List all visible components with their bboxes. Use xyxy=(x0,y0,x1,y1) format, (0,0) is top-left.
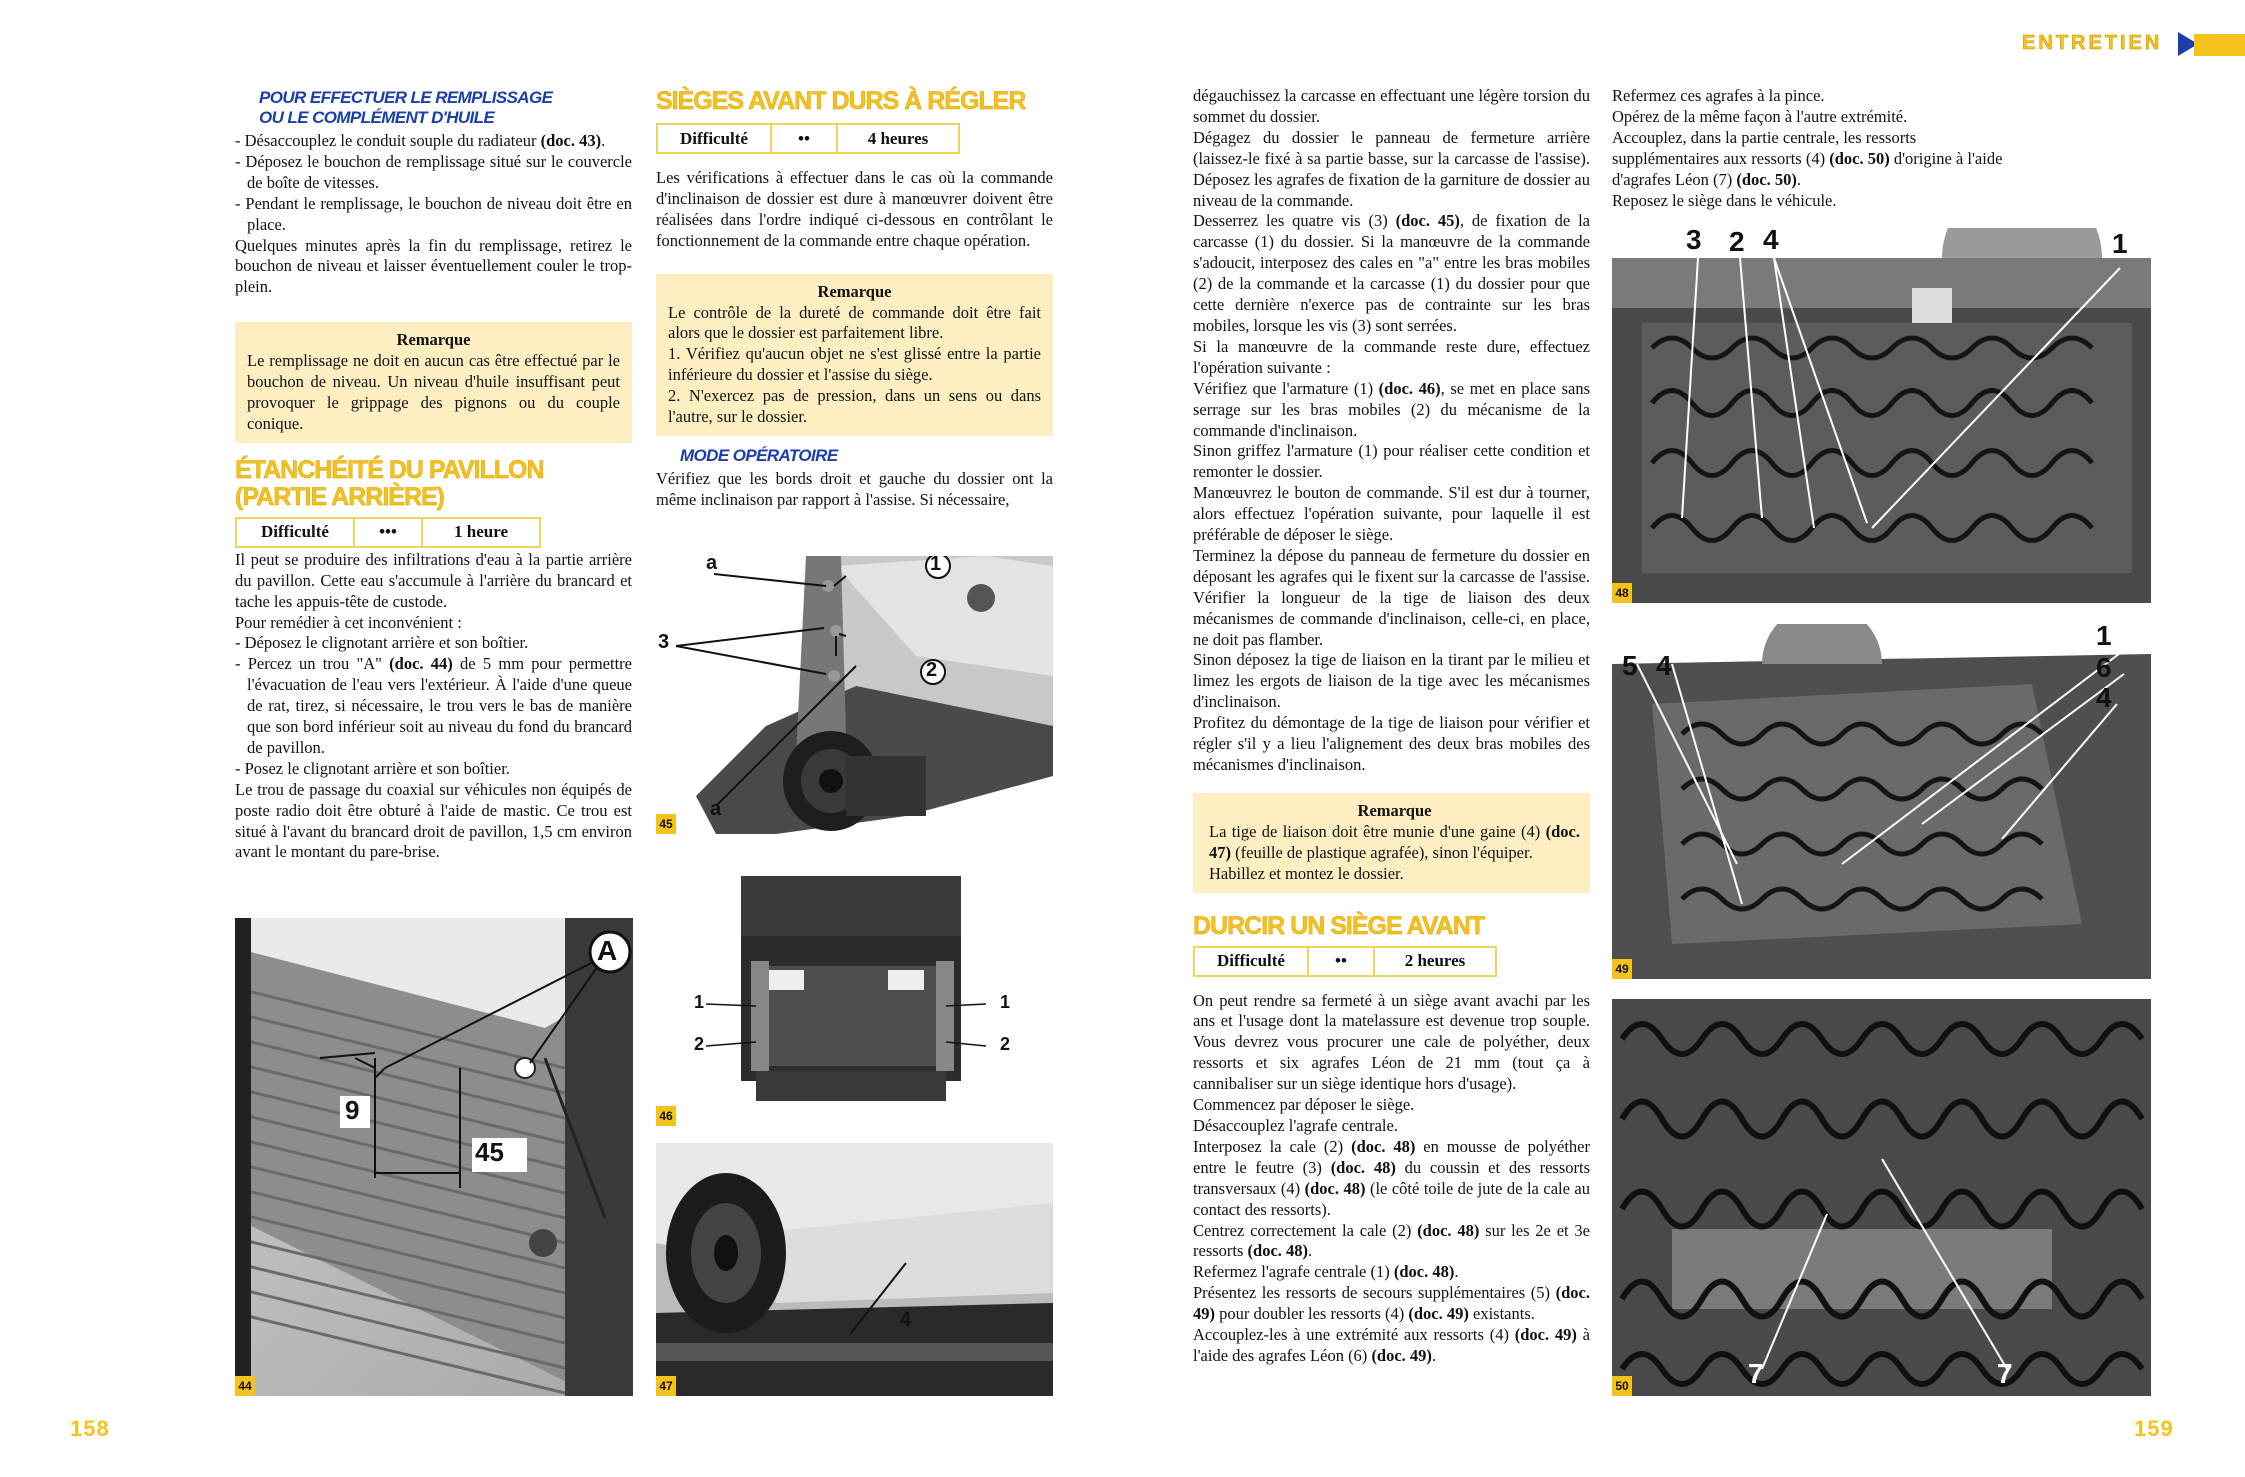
label-2: 2 xyxy=(1729,228,1745,257)
subheading-line: POUR EFFECTUER LE REMPLISSAGE xyxy=(259,88,553,107)
figure-47-drawing xyxy=(656,1143,1053,1396)
col2-body1 xyxy=(656,168,1053,252)
label-9: 9 xyxy=(345,1095,360,1125)
section-title-line: (PARTIE ARRIÈRE) xyxy=(235,482,444,511)
list-item: - Déposez le bouchon de remplissage situé sur le couvercle de boîte de vitesses. xyxy=(235,151,632,192)
col1-list1 xyxy=(235,131,632,298)
col1 xyxy=(235,88,632,863)
paragraph: Sinon déposez la tige de liaison en la tirant par le milieu et limez les ergots de liaison de la tige avec les mécanismes d'inclinaison. xyxy=(1193,650,1590,712)
section-title: SIÈGES AVANT DURS À RÉGLER xyxy=(656,87,1026,115)
label-1: 1 xyxy=(930,556,942,575)
figure-number: 44 xyxy=(235,1376,255,1396)
difficulty-table xyxy=(235,517,541,548)
section-title: DURCIR UN SIÈGE AVANT xyxy=(1193,911,1485,940)
label-a-bottom: a xyxy=(710,798,722,820)
label-1-left: 1 xyxy=(694,992,705,1012)
paragraph: Vérifiez que l'armature (1) (doc. 46), se met en place sans serrage sur les bras mobiles (2) du mécanisme de la commande d'inclinaison. xyxy=(1193,378,1591,440)
col4 xyxy=(1612,86,2017,211)
paragraph: Quelques minutes après la fin du remplissage, retirez le bouchon de niveau et laisser éventuellement couler le trop-plein. xyxy=(235,235,632,297)
col2 xyxy=(656,88,1053,511)
figure-49 xyxy=(1612,624,2151,979)
figure-number: 49 xyxy=(1612,959,1632,979)
figure-50-drawing xyxy=(1612,999,2151,1396)
col3-body2 xyxy=(1193,991,1590,1367)
subheading: MODE OPÉRATOIRE xyxy=(680,445,838,465)
paragraph: Opérez de la même façon à l'autre extrémité. xyxy=(1612,106,1908,126)
label-1: 1 xyxy=(2112,228,2128,259)
list-item: - Déposez le clignotant arrière et son boîtier. xyxy=(235,633,529,653)
remark-line: Habillez et montez le dossier. xyxy=(1209,863,1404,883)
label-2-left: 2 xyxy=(694,1034,705,1054)
section-title: ENTRETIEN xyxy=(2022,32,2163,54)
paragraph: Refermez l'agrafe centrale (1) (doc. 48). xyxy=(1193,1262,1459,1282)
figure-number: 46 xyxy=(656,1106,676,1126)
paragraph: Terminez la dépose du panneau de fermeture du dossier en déposant les agrafes qui le fixent sur la carcasse de l'assise. Vérifier la longueur de la tige de liaison des deux mécanismes de commande d'inclinaison, celle-ci, en place, ne doit pas flamber. xyxy=(1193,545,1590,649)
paragraph: Présentez les ressorts de secours supplémentaires (5) (doc. 49) pour doubler les ressorts (4) (doc. 49) existants. xyxy=(1193,1283,1590,1324)
difficulty-time: 4 heures xyxy=(867,128,929,148)
col3-body1 xyxy=(1193,86,1590,776)
paragraph: Accouplez, dans la partie centrale, les ressorts supplémentaires aux ressorts (4) (doc. 50) d'origine à l'aide d'agrafes Léon (7) (doc. 50). xyxy=(1612,127,2003,189)
label-6: 6 xyxy=(2096,652,2112,683)
section-header xyxy=(2018,30,2245,60)
difficulty-label: Difficulté xyxy=(1195,948,1309,975)
figure-44-drawing xyxy=(235,918,633,1396)
paragraph: Accouplez-les à une extrémité aux ressorts (4) (doc. 49) à l'aide des agrafes Léon (6) (doc. 49). xyxy=(1193,1325,1590,1365)
difficulty-label: Difficulté xyxy=(237,519,355,546)
remark-line: Le contrôle de la dureté de commande doit être fait alors que le dossier est parfaitement libre. xyxy=(668,302,1041,343)
figure-46-drawing xyxy=(656,866,1053,1126)
paragraph: Pour remédier à cet inconvénient : xyxy=(235,612,462,632)
figure-number: 50 xyxy=(1612,1376,1632,1396)
remark-title: Remarque xyxy=(1357,800,1432,820)
figure-number: 47 xyxy=(656,1376,676,1396)
col3 xyxy=(1193,86,1590,1367)
paragraph: Interposez la cale (2) (doc. 48) en mousse de polyéther entre le feutre (3) (doc. 48) du coussin et des ressorts transversaux (4) (doc. 48) (le côté toile de jute de la cale au contact des ressorts). xyxy=(1193,1136,1590,1219)
paragraph: Sinon griffez l'armature (1) pour réaliser cette condition et remonter le dossier. xyxy=(1193,441,1590,482)
subheading-line: OU LE COMPLÉMENT D'HUILE xyxy=(259,108,495,127)
label-2: 2 xyxy=(926,659,938,681)
remark-line: 2. N'exercez pas de pression, dans un sens ou dans l'autre, sur le dossier. xyxy=(668,386,1041,427)
label-45: 45 xyxy=(475,1137,504,1167)
paragraph: Commencez par déposer le siège. xyxy=(1193,1095,1415,1115)
remark-text: La tige de liaison doit être munie d'une gaine (4) (doc. 47) (feuille de plastique agrafée), sinon l'équiper. xyxy=(1209,821,1580,862)
label-A: A xyxy=(597,935,618,966)
figure-46 xyxy=(656,866,1053,1126)
label-1-right: 1 xyxy=(1000,992,1011,1012)
label-7-left: 7 xyxy=(1748,1358,1764,1389)
figure-47 xyxy=(656,1143,1053,1396)
label-4-left: 4 xyxy=(1656,650,1672,681)
remark-text: Le remplissage ne doit en aucun cas être effectué par le bouchon de niveau. Un niveau d'huile insuffisant peut provoquer le grippage des pignons ou du couple conique. xyxy=(247,351,620,433)
paragraph: Le trou de passage du coaxial sur véhicules non équipés de poste radio doit être obturé à l'aide de mastic. Ce trou est situé à l'avant du brancard droit de pavillon, 1,5 cm environ avant le montant du pare-brise. xyxy=(235,779,632,862)
difficulty-table xyxy=(656,123,960,154)
list-item: - Percez un trou "A" (doc. 44) de 5 mm pour permettre l'évacuation de l'eau vers l'extérieur. À l'aide d'une queue de rat, tirez, si nécessaire, le trou vers le bas de manière que son bord inférieur soit au niveau du fond du brancard de pavillon. xyxy=(235,654,632,757)
section-title-line: ÉTANCHÉITÉ DU PAVILLON xyxy=(235,455,544,484)
figure-48 xyxy=(1612,228,2151,603)
figure-45-drawing xyxy=(656,556,1053,834)
difficulty-table xyxy=(1193,946,1497,977)
paragraph: Refermez ces agrafes à la pince. xyxy=(1612,86,1825,105)
label-1: 1 xyxy=(2096,624,2112,651)
label-2-right: 2 xyxy=(1000,1034,1011,1054)
page-number-right: 159 xyxy=(2134,1416,2174,1441)
figure-number: 45 xyxy=(656,814,676,834)
difficulty-dots: ••• xyxy=(355,519,423,546)
paragraph: Profitez du démontage de la tige de liaison pour vérifier et régler s'il y a lieu l'alignement des deux bras mobiles des mécanismes d'inclinaison. xyxy=(1193,713,1590,774)
paragraph: Vérifiez que les bords droit et gauche du dossier ont la même inclinaison par rapport à l'assise. Si nécessaire, xyxy=(656,468,1053,509)
label-4: 4 xyxy=(900,1309,912,1331)
label-3: 3 xyxy=(658,631,670,653)
page-number-left: 158 xyxy=(70,1416,110,1441)
difficulty-label: Difficulté xyxy=(658,125,772,152)
paragraph: Désaccouplez l'agrafe centrale. xyxy=(1193,1115,1398,1135)
label-4-right: 4 xyxy=(2096,682,2112,713)
list-item: - Désaccouplez le conduit souple du radiateur (doc. 43). xyxy=(235,131,606,150)
figure-number: 48 xyxy=(1612,583,1632,603)
figure-49-drawing xyxy=(1612,624,2151,979)
remark-title: Remarque xyxy=(396,330,471,350)
paragraph: Si la manœuvre de la commande reste dure, effectuez l'opération suivante : xyxy=(1193,336,1590,377)
col4-body xyxy=(1612,86,2017,211)
list-item: - Posez le clignotant arrière et son boîtier. xyxy=(235,758,510,778)
label-4: 4 xyxy=(1763,228,1779,255)
paragraph: Manœuvrez le bouton de commande. S'il est dur à tourner, alors effectuez l'opération suivante, pour laquelle il est préférable de déposer le siège. xyxy=(1193,483,1590,545)
paragraph: Il peut se produire des infiltrations d'eau à la partie arrière du pavillon. Cette eau s'accumule à l'arrière du brancard et tache les appuis-tête de custode. xyxy=(235,549,632,611)
col2-body2 xyxy=(656,469,1053,511)
label-3: 3 xyxy=(1686,228,1702,255)
paragraph: dégauchissez la carcasse en effectuant une légère torsion du sommet du dossier. xyxy=(1193,86,1590,126)
figure-44 xyxy=(235,918,633,1396)
figure-48-drawing xyxy=(1612,228,2151,603)
paragraph: Les vérifications à effectuer dans le cas où la commande d'inclinaison de dossier est dure à manœuvrer doivent être réalisées dans l'ordre indiqué ci-dessous en contrôlant le fonctionnement de la commande entre chaque opération. xyxy=(656,168,1053,250)
paragraph: Desserrez les quatre vis (3) (doc. 45), de fixation de la carcasse (1) du dossier. Si la manœuvre de la commande s'adoucit, interposez des cales en "a" entre les bras mobiles (2) de la commande et la carcasse (1) du dossier pour que cette dernière n'exerce pas de contrainte sur les bras mobiles, lorsque les vis (3) sont serrées. xyxy=(1193,211,1590,335)
difficulty-dots: •• xyxy=(772,125,838,152)
remark-box xyxy=(1193,793,1590,893)
remark-box xyxy=(656,274,1053,436)
difficulty-time: 1 heure xyxy=(454,522,508,542)
paragraph: On peut rendre sa fermeté à un siège avant avachi par les ans et l'usage dont la matelassure est devenue trop souple. Vous devrez vous procurer une cale de polyéther, deux ressorts et six agrafes Léon de 21 mm (tout ça à cannibaliser sur un siège identique hors d'usage). xyxy=(1193,990,1590,1094)
header-bar xyxy=(2194,34,2245,56)
difficulty-time: 2 heures xyxy=(1404,951,1466,971)
remark-box xyxy=(235,322,632,443)
difficulty-dots: •• xyxy=(1309,948,1375,975)
remark-line: 1. Vérifiez qu'aucun objet ne s'est glissé entre la partie inférieure du dossier et l'assise du siège. xyxy=(668,344,1041,385)
label-a-top: a xyxy=(706,556,718,574)
figure-45 xyxy=(656,556,1053,834)
label-7-right: 7 xyxy=(1997,1358,2013,1389)
figure-50 xyxy=(1612,999,2151,1396)
col1-subheading xyxy=(235,88,632,128)
list-item: - Pendant le remplissage, le bouchon de niveau doit être en place. xyxy=(235,193,632,234)
label-5: 5 xyxy=(1622,650,1638,681)
paragraph: Reposez le siège dans le véhicule. xyxy=(1612,190,1837,210)
paragraph: Centrez correctement la cale (2) (doc. 48) sur les 2e et 3e ressorts (doc. 48). xyxy=(1193,1220,1590,1261)
paragraph: Dégagez du dossier le panneau de fermeture arrière (laissez-le fixé à sa partie basse, sur la carcasse de l'assise). Déposez les agrafes de fixation de la garniture de dossier au niveau de la commande. xyxy=(1193,127,1590,210)
col1-body2 xyxy=(235,550,632,864)
section-title xyxy=(235,457,632,511)
remark-title: Remarque xyxy=(817,281,892,301)
